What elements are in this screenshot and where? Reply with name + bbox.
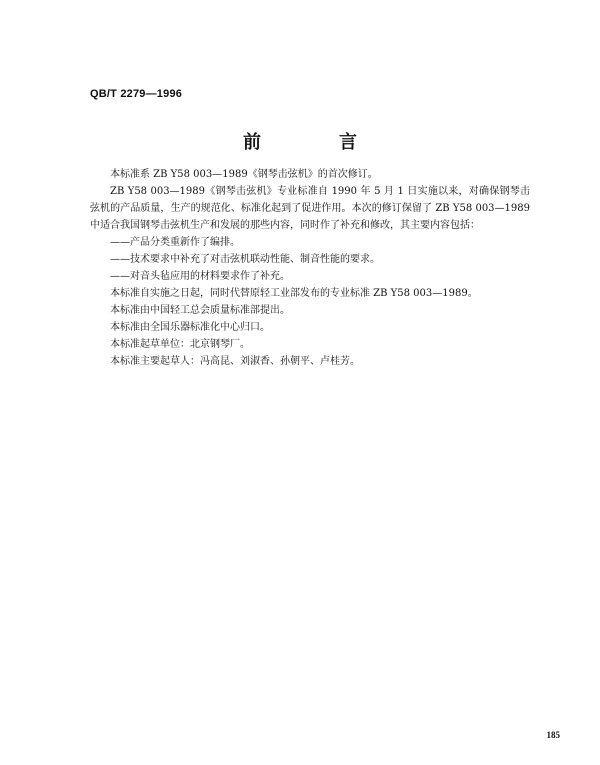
paragraph-centralized-by: 本标准由全国乐器标准化中心归口。 [110,322,270,333]
page-number: 185 [546,730,560,740]
page-title: 前 言 [243,132,387,153]
paragraph-drafting-unit: 本标准起草单位：北京钢琴厂。 [110,339,250,350]
list-item-technical-requirements: ——技术要求中补充了对击弦机联动性能、制音性能的要求。 [110,254,380,265]
paragraph-drafters: 本标准主要起草人：冯高昆、刘淑香、孙朝平、卢桂芳。 [110,356,360,367]
list-item-classification: ——产品分类重新作了编排。 [110,237,240,248]
standard-code: QB/T 2279—1996 [90,88,183,100]
paragraph-history: ZB Y58 003—1989《钢琴击弦机》专业标准自 1990 年 5 月 1 日实施以来，对确保钢琴击弦机的产品质量，生产的规范化、标准化起到了促进作用。本次的修订保留了 ZB Y58 003—1989 中适合我国钢琴击弦机生产和发展的那些内容，同时作了补充和修改，其主要内容包括： [90,186,530,231]
foreword-body [90,166,530,370]
paragraph-revision-note: 本标准系 ZB Y58 003—1989《钢琴击弦机》的首次修订。 [110,169,378,180]
list-item-felt-material: ——对音头毡应用的材料要求作了补充。 [110,271,290,282]
paragraph-supersedes: 本标准自实施之日起，同时代替原轻工业部发布的专业标准 ZB Y58 003—1989。 [110,288,478,299]
paragraph-proposed-by: 本标准由中国轻工总会质量标准部提出。 [110,305,290,316]
